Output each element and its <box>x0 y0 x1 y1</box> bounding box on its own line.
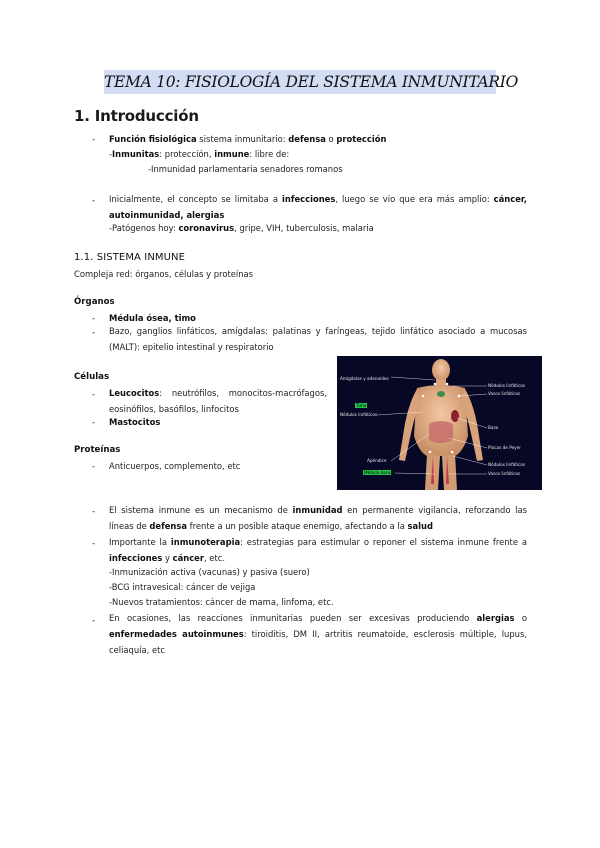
intro-line-3: -Inmunidad parlamentaria senadores romanos <box>148 164 343 174</box>
bullet-dash: - <box>92 134 96 144</box>
intro-patogenos-line: -Patógenos hoy: coronavirus, gripe, VIH, tuberculosis, malaria <box>109 223 374 233</box>
inmunoterapia-item-3: -Nuevos tratamientos: cáncer de mama, linfoma, etc. <box>109 597 334 607</box>
bullet-dash: - <box>92 615 96 625</box>
section-heading-introduccion: 1. Introducción <box>74 107 199 125</box>
figure-label: Vasos linfáticos <box>488 471 521 476</box>
bottom-paragraph-3: En ocasiones, las reacciones inmunitarias pueden ser excesivas produciendo alergias o enfermedades autoinmunes: tiroiditis, DM II, artritis reumatoide, esclerosis múltiple, lupus, celiaquía, etc <box>109 613 527 655</box>
figure-label: Nódulos linfáticos <box>488 383 526 388</box>
bottom-paragraph-1: El sistema inmune es un mecanismo de inmunidad en permanente vigilancia, reforzando las líneas de defensa frente a un posible ataque enemigo, afectando a la salud <box>109 505 527 531</box>
page-title: TEMA 10: FISIOLOGÍA DEL SISTEMA INMUNITARIO <box>104 73 519 91</box>
organos-item-2: Bazo, ganglios linfáticos, amígdalas: palatinas y faríngeas, tejido linfático asociado a mucosas (MALT): epitelio intestinal y respiratorio <box>109 326 527 352</box>
immune-system-figure <box>337 356 542 490</box>
figure-label: Placas de Peyer <box>488 445 521 450</box>
bullet-dash: - <box>92 506 96 516</box>
figure-label: Apéndice <box>367 458 387 463</box>
intro-line-2: -Inmunitas: protección, inmune: libre de: <box>109 149 290 159</box>
subsection-heading-sistema-inmune: 1.1. SISTEMA INMUNE <box>74 252 186 263</box>
proteinas-item-1: Anticuerpos, complemento, etc <box>109 461 241 471</box>
figure-label: Vasos linfáticos <box>488 391 521 396</box>
proteinas-heading: Proteínas <box>74 445 121 455</box>
bullet-dash: - <box>92 389 96 399</box>
inmunoterapia-item-2: -BCG intravesical: cáncer de vejiga <box>109 582 256 592</box>
bottom-paragraph-2: Importante la inmunoterapia: estrategias para estimular o reponer el sistema inmune frente a infecciones y cáncer, etc. <box>109 537 527 563</box>
figure-label: Nódulos linfáticos <box>488 462 526 467</box>
organos-item-1: Médula ósea, timo <box>109 313 196 323</box>
figure-label: Amígdalas y adenoides <box>340 376 389 381</box>
celulas-item-1: Leucocitos: neutrófilos, monocitos-macrófagos, eosinófilos, basófilos, linfocitos <box>109 388 327 414</box>
bullet-dash: - <box>92 327 96 337</box>
figure-label: Nódulos linfáticos <box>340 412 378 417</box>
figure-label: Bazo <box>488 425 499 430</box>
celulas-item-2: Mastocitos <box>109 417 161 427</box>
bullet-dash: - <box>92 461 96 471</box>
title-highlight <box>104 70 519 94</box>
intro-paragraph-2: Inicialmente, el concepto se limitaba a infecciones, luego se vio que era más amplio: cáncer, autoinmunidad, alergias <box>109 194 527 220</box>
figure-label-timo: Timo <box>356 403 367 408</box>
bullet-dash: - <box>92 313 96 323</box>
sistema-description: Compleja red: órganos, células y proteínas <box>74 269 254 279</box>
figure-label-medula: Médula ósea <box>364 470 391 475</box>
bullet-dash: - <box>92 538 96 548</box>
celulas-heading: Células <box>74 372 110 382</box>
organos-heading: Órganos <box>74 297 115 307</box>
bullet-dash: - <box>92 195 96 205</box>
bullet-dash: - <box>92 417 96 427</box>
intro-line-1: Función fisiológica sistema inmunitario: defensa o protección <box>109 134 387 144</box>
inmunoterapia-item-1: -Inmunización activa (vacunas) y pasiva (suero) <box>109 567 310 577</box>
